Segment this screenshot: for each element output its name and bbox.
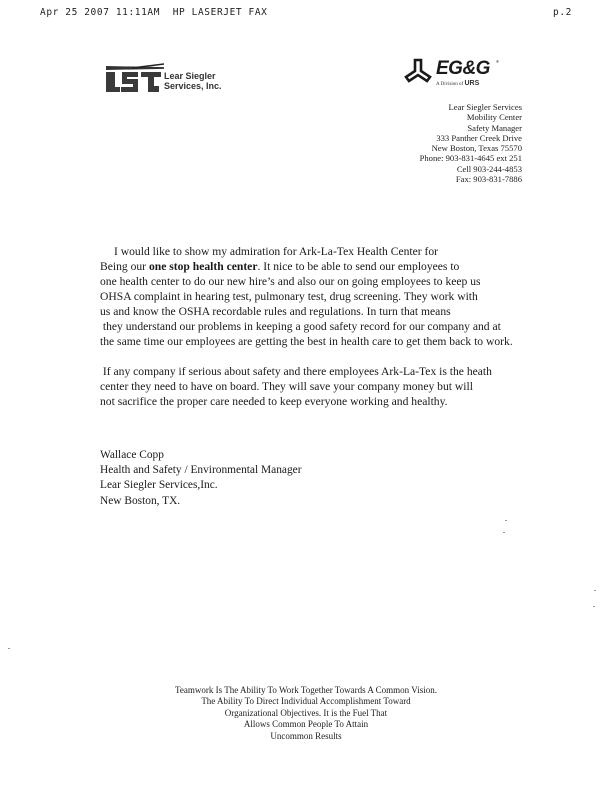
fax-header (40, 7, 572, 21)
egg-logo (400, 58, 530, 94)
address-line: Mobility Center (466, 112, 522, 123)
signature-block (100, 448, 301, 509)
registered-mark: ® (496, 59, 499, 64)
signer-name: Wallace Copp (100, 449, 164, 461)
egg-tri-wing-icon (402, 58, 434, 88)
egg-brand-name: EG&G (436, 58, 490, 79)
paragraph-2: If any company if serious about safety and there employees Ark-La-Tex is the heath center they need to have on board. They will save your company money but will not sacrifice the proper care needed to keep everyone working and healthy. (100, 365, 492, 408)
letter-body (100, 244, 580, 409)
paragraph-1: I would like to show my admiration for Ark-La-Tex Health Center for Being our one stop health center. It nice to be able to send our employees to one health center to do our new hire’s and also our on going employees to keep us OHSA complaint in hearing test, pulmonary test, drug screening. They work with us and know the OSHA recordable rules and regulations. In turn that means they understand our problems in keeping a good safety record for our company and at the same time our employees are getting the best in health care to get them back to work. (100, 245, 513, 348)
scan-artifact (8, 648, 10, 649)
motto-line: The Ability To Direct Individual Accomplishment Toward (201, 696, 411, 707)
motto-line: Uncommon Results (270, 730, 342, 741)
fax-transmission-stamp: Apr 25 2007 11:11AM HP LASERJET FAX (40, 7, 268, 18)
footer-motto (0, 685, 612, 742)
phone-line: Phone: 903-831-4645 ext 251 (419, 153, 522, 164)
address-line: New Boston, Texas 75570 (431, 143, 522, 154)
scan-artifact (505, 520, 507, 521)
egg-division-tagline: A Division of URS (436, 80, 480, 87)
scan-artifact (594, 590, 596, 591)
lear-siegler-logo (104, 62, 264, 98)
address-line: Safety Manager (467, 122, 522, 133)
fax-page-number: p.2 (553, 7, 572, 18)
signer-title: Health and Safety / Environmental Manager (100, 464, 302, 477)
sender-address-block (420, 102, 522, 184)
urs-brand: URS (464, 80, 480, 87)
motto-line: Organizational Objectives. It is the Fuel That (224, 707, 388, 718)
scan-artifact (593, 606, 595, 607)
motto-line: Allows Common People To Attain (243, 719, 369, 730)
address-line: Lear Siegler Services (448, 102, 522, 112)
signer-company: Lear Siegler Services,Inc. (100, 479, 218, 492)
fax-line: Fax: 903-831-7886 (455, 174, 522, 185)
emphasis-one-stop: one stop health center (148, 260, 258, 273)
signer-location: New Boston, TX. (100, 494, 181, 507)
scan-artifact (503, 532, 505, 533)
cell-line: Cell 903-244-4853 (456, 163, 522, 174)
address-line: 333 Panther Creek Drive (436, 132, 522, 143)
motto-line: Teamwork Is The Ability To Work Together Towards A Common Vision. (175, 685, 437, 695)
lsi-company-name: Lear Siegler Services, Inc. (164, 71, 222, 91)
lsi-logo-icon (104, 62, 164, 96)
